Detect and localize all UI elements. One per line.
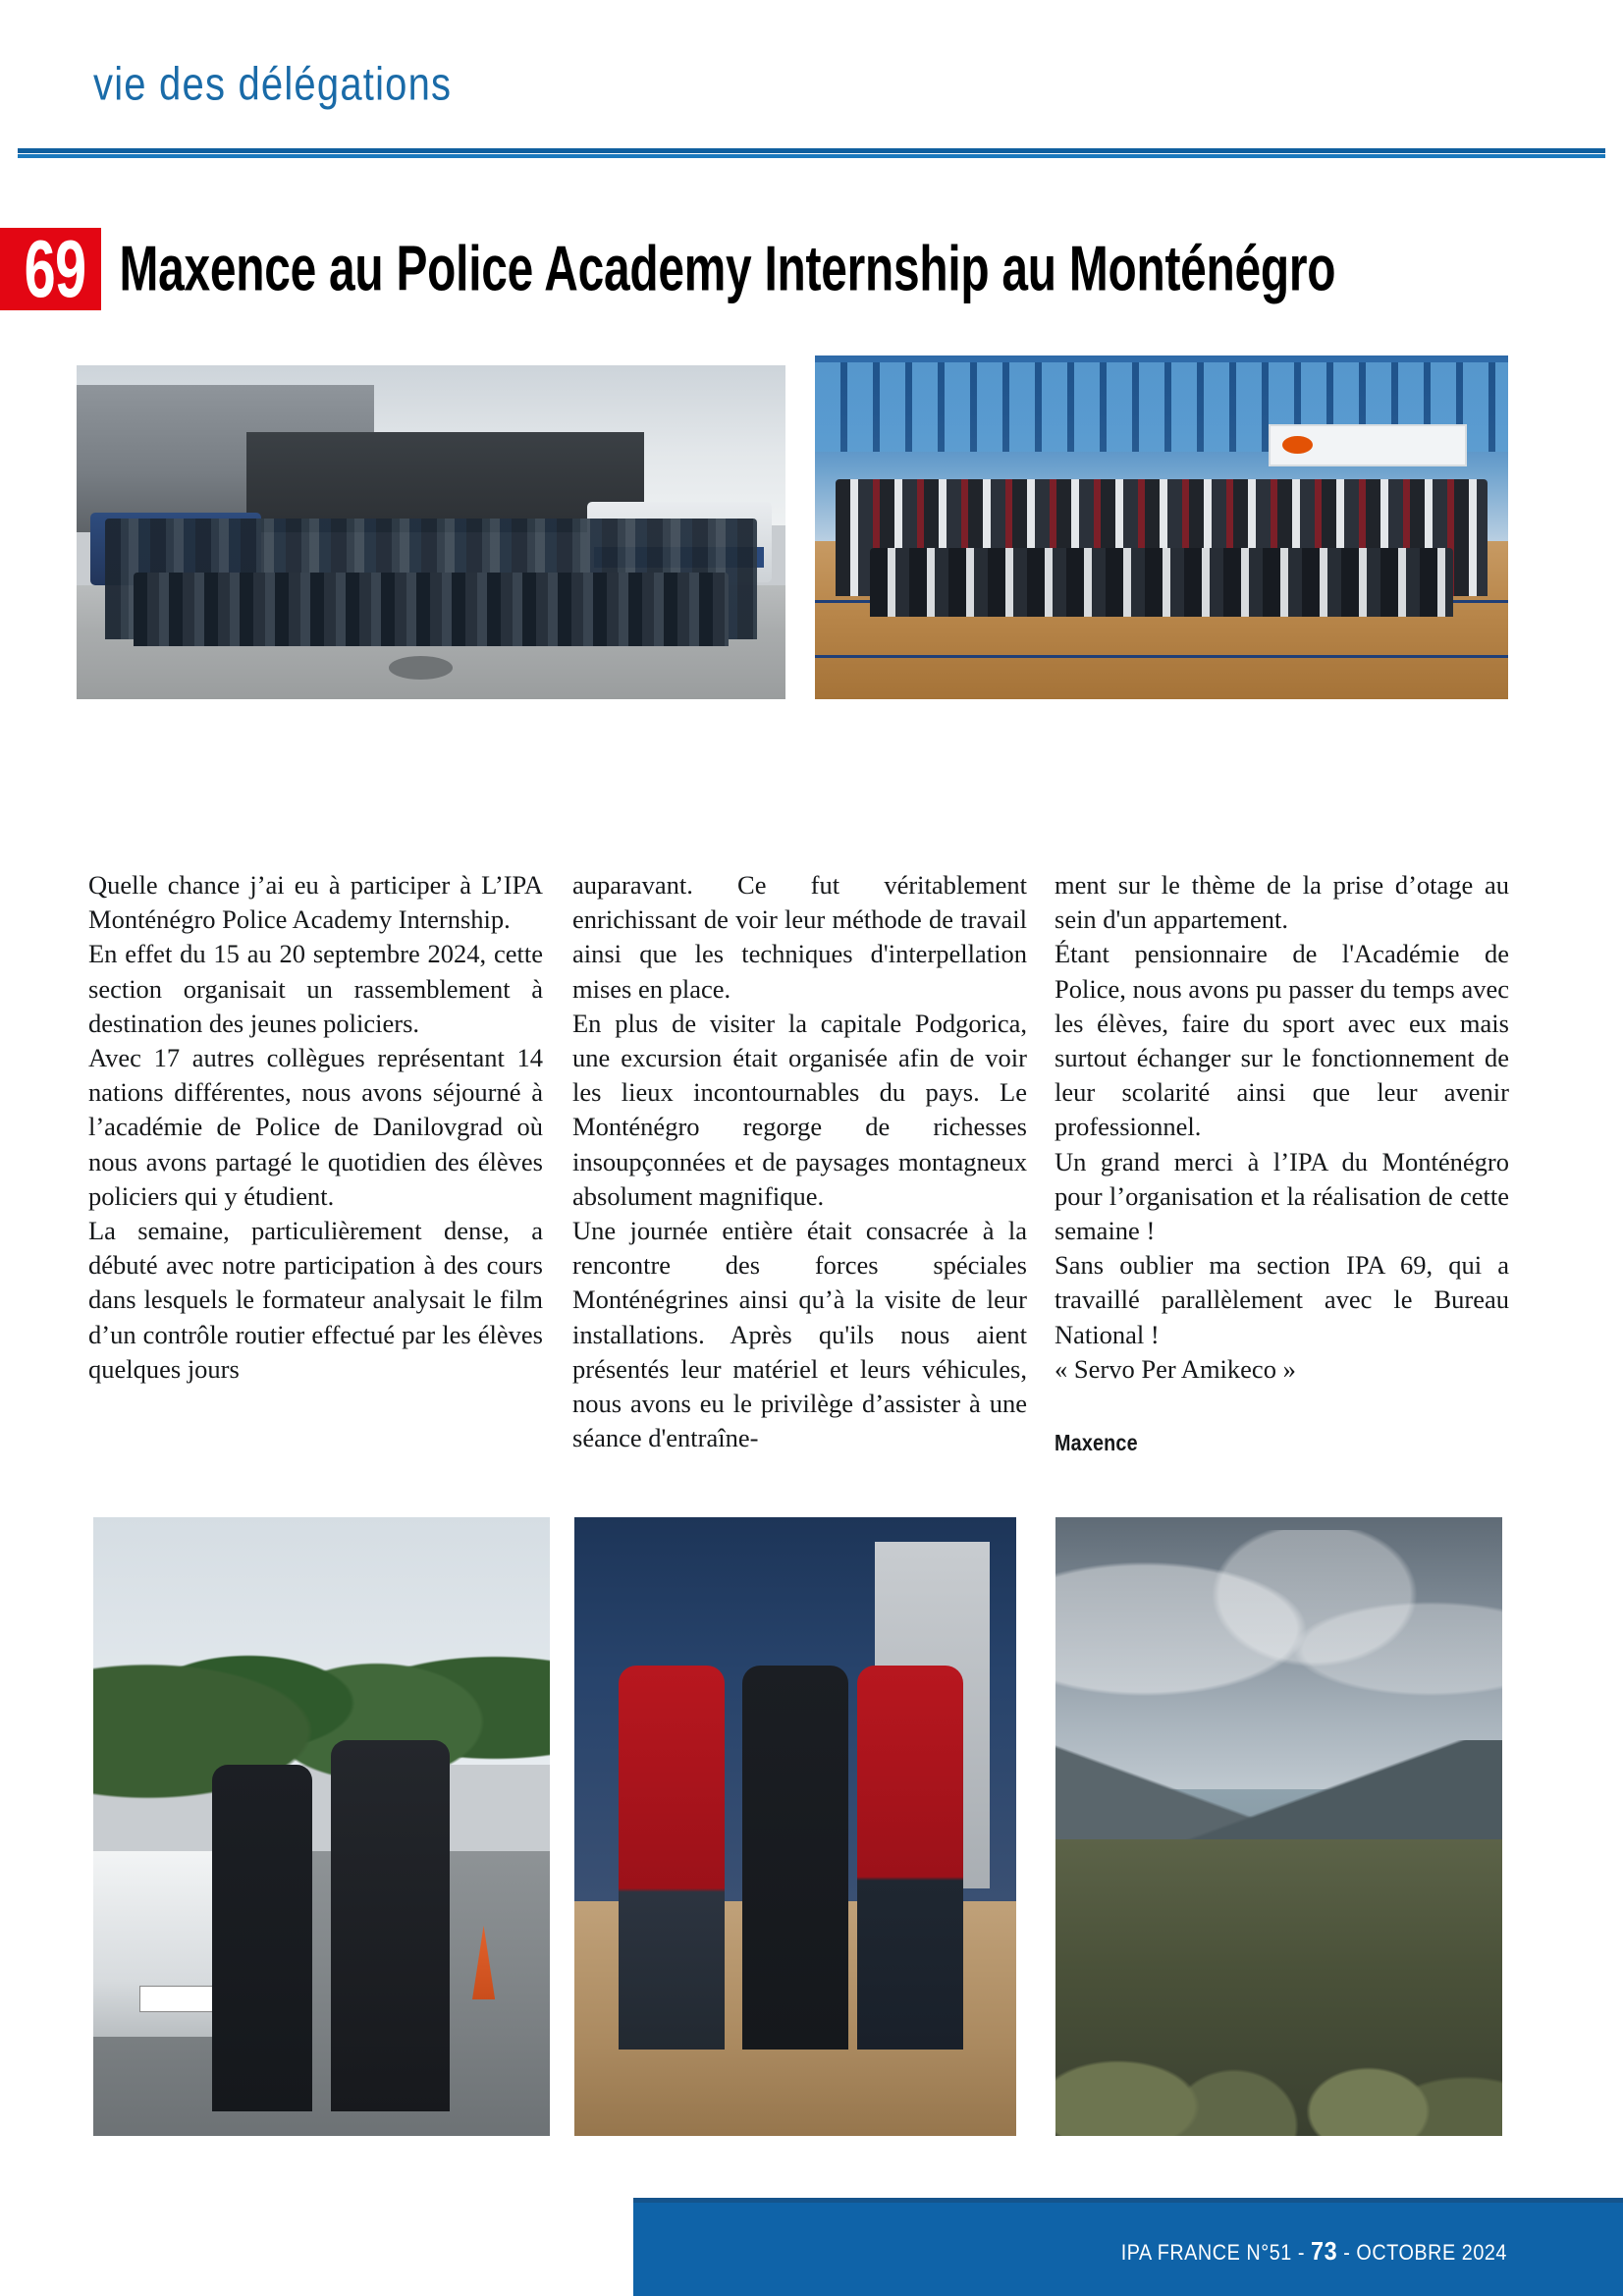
section-number-text: 69 xyxy=(24,222,86,314)
article-title: Maxence au Police Academy Internship au Monténégro xyxy=(119,233,1336,305)
body-column-3 xyxy=(1055,868,1509,1460)
paragraph: En plus de visiter la capitale Podgorica, une excursion était organisée afin de voir les lieux incontournables du pays. Le Monténégro regorge de richesses insoupçonnées et de paysages montagneux absolument magnifique. xyxy=(572,1008,1027,1211)
paragraph: Sans oublier ma section IPA 69, qui a travaillé parallèlement avec le Bureau National ! xyxy=(1055,1250,1509,1349)
photo-group-academy-outdoor xyxy=(77,365,785,699)
running-head: vie des délégations xyxy=(93,59,453,110)
paragraph: En effet du 15 au 20 septembre 2024, cette section organisait un rassemblement à destination des jeunes policiers. xyxy=(88,939,543,1038)
paragraph: La semaine, particulièrement dense, a débuté avec notre participation à des cours dans lesquels le formateur analysait le film d’un contrôle routier effectué par les élèves quelques jours xyxy=(88,1216,543,1384)
paragraph: Quelle chance j’ai eu à participer à L’IPA Monténégro Police Academy Internship. xyxy=(88,870,543,935)
paragraph: Avec 17 autres collègues représentant 14 nations différentes, nous avons séjourné à l’académie de Police de Danilovgrad où nous avons partagé le quotidien des élèves policiers qui y étudient. xyxy=(88,1043,543,1211)
paragraph: auparavant. Ce fut véritablement enrichissant de voir leur méthode de travail ainsi que les techniques d'interpellation mises en place. xyxy=(572,870,1027,1004)
article-title-bar xyxy=(0,222,1571,314)
footer-issue-date: OCTOBRE 2024 xyxy=(1356,2240,1507,2265)
footer-separator-right: - xyxy=(1343,2240,1351,2265)
header-rule-secondary xyxy=(18,154,1605,158)
paragraph: Un grand merci à l’IPA du Monténégro pour l’organisation et la réalisation de cette semaine ! xyxy=(1055,1146,1509,1246)
footer-block-top-edge xyxy=(633,2198,1623,2203)
photo-three-people-indoor xyxy=(574,1517,1016,2136)
paragraph: ment sur le thème de la prise d’otage au sein d'un appartement. xyxy=(1055,870,1509,935)
footer-publication: IPA FRANCE N°51 xyxy=(1120,2240,1292,2265)
footer-page-number: 73 xyxy=(1311,2236,1338,2266)
photo-group-gymnasium xyxy=(815,355,1508,699)
body-column-2 xyxy=(572,868,1027,1455)
paragraph: « Servo Per Amikeco » xyxy=(1055,1353,1296,1384)
photo-bay-landscape xyxy=(1055,1517,1502,2136)
paragraph: Une journée entière était consacrée à la rencontre des forces spéciales Monténégrines ainsi qu’à la visite de leur installations. Après qu'ils nous aient présentés leur matériel et leurs véhicules, nous avons eu le privilège d’assister à une séance d'entraîne- xyxy=(572,1216,1027,1453)
photo-two-officers-with-car xyxy=(93,1517,550,2136)
body-column-1 xyxy=(88,868,543,1387)
footer-separator-left: - xyxy=(1297,2240,1306,2265)
footer-text xyxy=(1121,2236,1507,2267)
article-signature: Maxence xyxy=(1055,1430,1138,1456)
paragraph: Étant pensionnaire de l'Académie de Police, nous avons pu passer du temps avec les élèves, faire du sport avec eux mais surtout échanger sur le fonctionnement de leur scolarité ainsi que leur avenir professionnel. xyxy=(1055,939,1509,1142)
header-rule xyxy=(18,148,1605,153)
section-number-badge xyxy=(0,222,101,314)
